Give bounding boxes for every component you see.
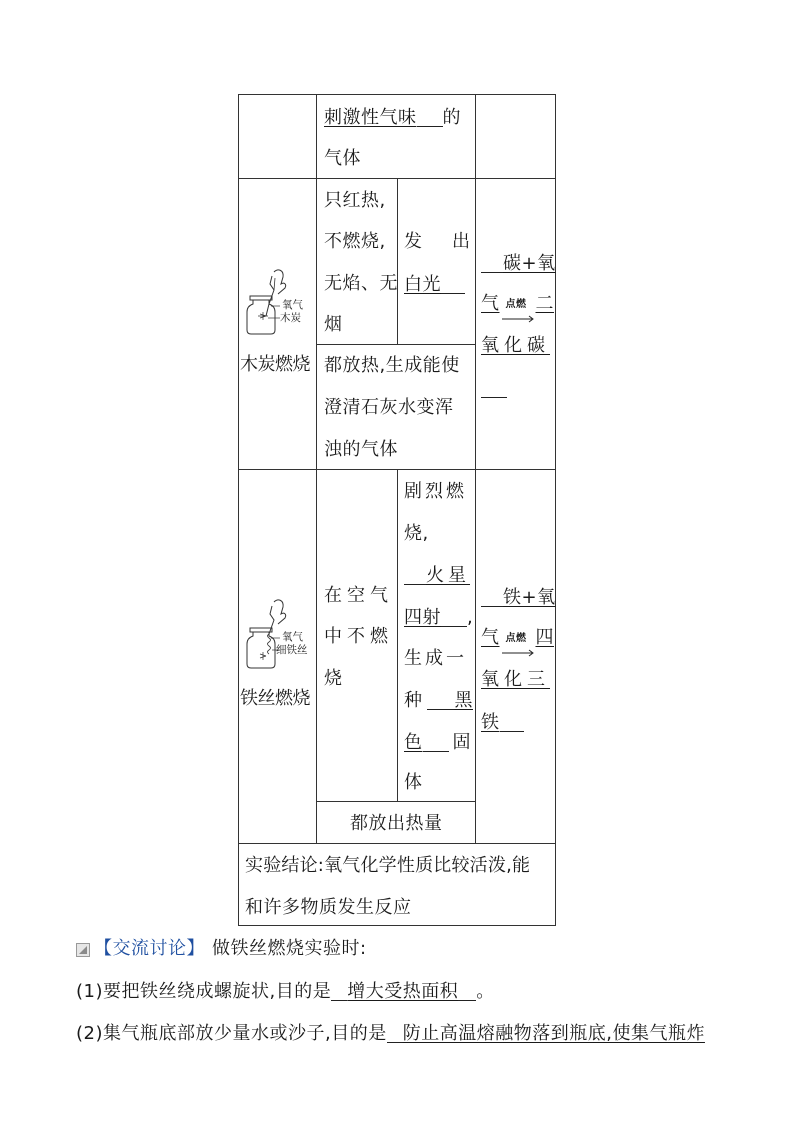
iron-ox-3 — [404, 566, 470, 585]
gas-line-1-tail: 的 — [442, 107, 461, 128]
iron-equation — [481, 586, 556, 746]
eq-line-3 — [481, 337, 550, 355]
blank-underline — [427, 691, 455, 710]
iron-ox-5: 生成一 — [404, 648, 467, 669]
blank-underline — [441, 608, 467, 627]
eq-oxide-carbon: 氧化碳 — [481, 335, 550, 356]
comma: , — [467, 607, 474, 628]
charcoal-air-4: 烟 — [324, 314, 343, 335]
blank-underline — [387, 1024, 403, 1043]
answer-white-light: 白光 — [404, 274, 441, 295]
answer-scatter: 四射 — [404, 607, 441, 628]
blank-underline — [481, 254, 503, 273]
eq-four: 四 — [535, 627, 554, 648]
blank-underline — [481, 588, 503, 607]
charcoal-apparatus-image — [244, 268, 310, 338]
charcoal-air-1: 只红热, — [324, 190, 386, 211]
word-solid: 固 — [452, 732, 471, 753]
discussion-intro: 做铁丝燃烧实验时: — [212, 938, 367, 959]
iron-ox-8: 体 — [404, 772, 423, 793]
iron-ox-2: 烧, — [404, 523, 429, 544]
gas-line-2: 气体 — [324, 148, 361, 169]
question-1 — [76, 982, 495, 1001]
eq-iron-oxygen: 铁+氧 — [503, 587, 556, 608]
q2-prefix: (2)集气瓶底部放少量水或沙子,目的是 — [76, 1023, 387, 1044]
blank-underline — [423, 733, 449, 752]
eq-line-1 — [481, 254, 556, 273]
eq-di: 二 — [535, 293, 554, 314]
answer-sparks: 火星 — [426, 565, 470, 586]
blank-underline — [404, 566, 426, 585]
iron-air-1: 在空气 — [324, 585, 393, 606]
iron-air-3: 烧 — [324, 668, 343, 689]
blank-underline — [481, 379, 507, 398]
answer-black: 黑 — [454, 690, 473, 711]
q1-suffix: 。 — [476, 981, 495, 1002]
blank-underline — [331, 982, 347, 1001]
charcoal-common-2: 澄清石灰水变浑 — [324, 397, 454, 418]
charcoal-common-1: 都放热,生成能使 — [324, 355, 460, 376]
discussion-marker-icon — [76, 941, 90, 955]
eq-gas: 气 — [481, 293, 500, 314]
charcoal-oxygen-2 — [404, 275, 465, 294]
eq-condition-ignite: 点燃 — [505, 299, 527, 310]
q2-answer: 防止高温熔融物落到瓶底,使集气瓶炸 — [402, 1023, 705, 1044]
eq-line-2 — [481, 629, 554, 647]
eq-iron: 铁 — [481, 712, 500, 733]
eq-line-2 — [481, 295, 554, 313]
iron-apparatus-image — [244, 598, 314, 674]
label-iron-wire: 细铁丝 — [276, 644, 308, 656]
label-oxygen: 氧气 — [282, 299, 303, 311]
eq-line-4 — [481, 379, 507, 398]
iron-ox-6 — [404, 691, 473, 710]
iron-ox-1: 剧烈燃 — [404, 481, 467, 502]
charcoal-air-3: 无焰、无 — [324, 273, 398, 294]
blank-underline — [458, 982, 476, 1001]
eq-condition-ignite: 点燃 — [505, 633, 527, 644]
eq-oxide-tri: 氧化三 — [481, 669, 550, 690]
charcoal-common-3: 浊的气体 — [324, 439, 398, 460]
blank-underline — [441, 275, 465, 294]
conclusion-line-1: 实验结论:氧气化学性质比较活泼,能 — [245, 855, 531, 876]
q1-answer: 增大受热面积 — [347, 981, 459, 1002]
charcoal-name: 木炭燃烧 — [240, 354, 310, 375]
conclusion-line-2: 和许多物质发生反应 — [245, 897, 412, 918]
answer-pungent-gas: 刺激性气味 — [324, 107, 417, 128]
iron-air-2: 中不燃 — [324, 626, 393, 647]
iron-common: 都放出热量 — [350, 813, 443, 834]
question-2 — [76, 1024, 705, 1043]
iron-ox-4 — [404, 608, 473, 627]
charcoal-air-2: 不燃烧, — [324, 231, 386, 252]
blank-underline — [500, 713, 524, 732]
iron-ox-7 — [404, 733, 471, 752]
label-charcoal: 木炭 — [280, 312, 301, 324]
eq-carbon-oxygen: 碳+氧 — [503, 253, 556, 274]
eq-gas: 气 — [481, 627, 500, 648]
iron-name: 铁丝燃烧 — [240, 688, 310, 709]
eq-line-4 — [481, 713, 524, 732]
word-kind: 种 — [404, 690, 423, 711]
answer-color: 色 — [404, 732, 423, 753]
label-oxygen: 氧气 — [282, 631, 303, 643]
blank-underline — [417, 108, 443, 127]
charcoal-oxygen-1: 发 出 — [404, 231, 476, 252]
charcoal-equation — [481, 252, 556, 402]
eq-line-3 — [481, 671, 550, 689]
q1-prefix: (1)要把铁丝绕成螺旋状,目的是 — [76, 981, 332, 1002]
eq-line-1 — [481, 588, 556, 607]
discussion-title: 【交流讨论】 — [94, 938, 205, 959]
gas-line-1 — [324, 108, 461, 127]
